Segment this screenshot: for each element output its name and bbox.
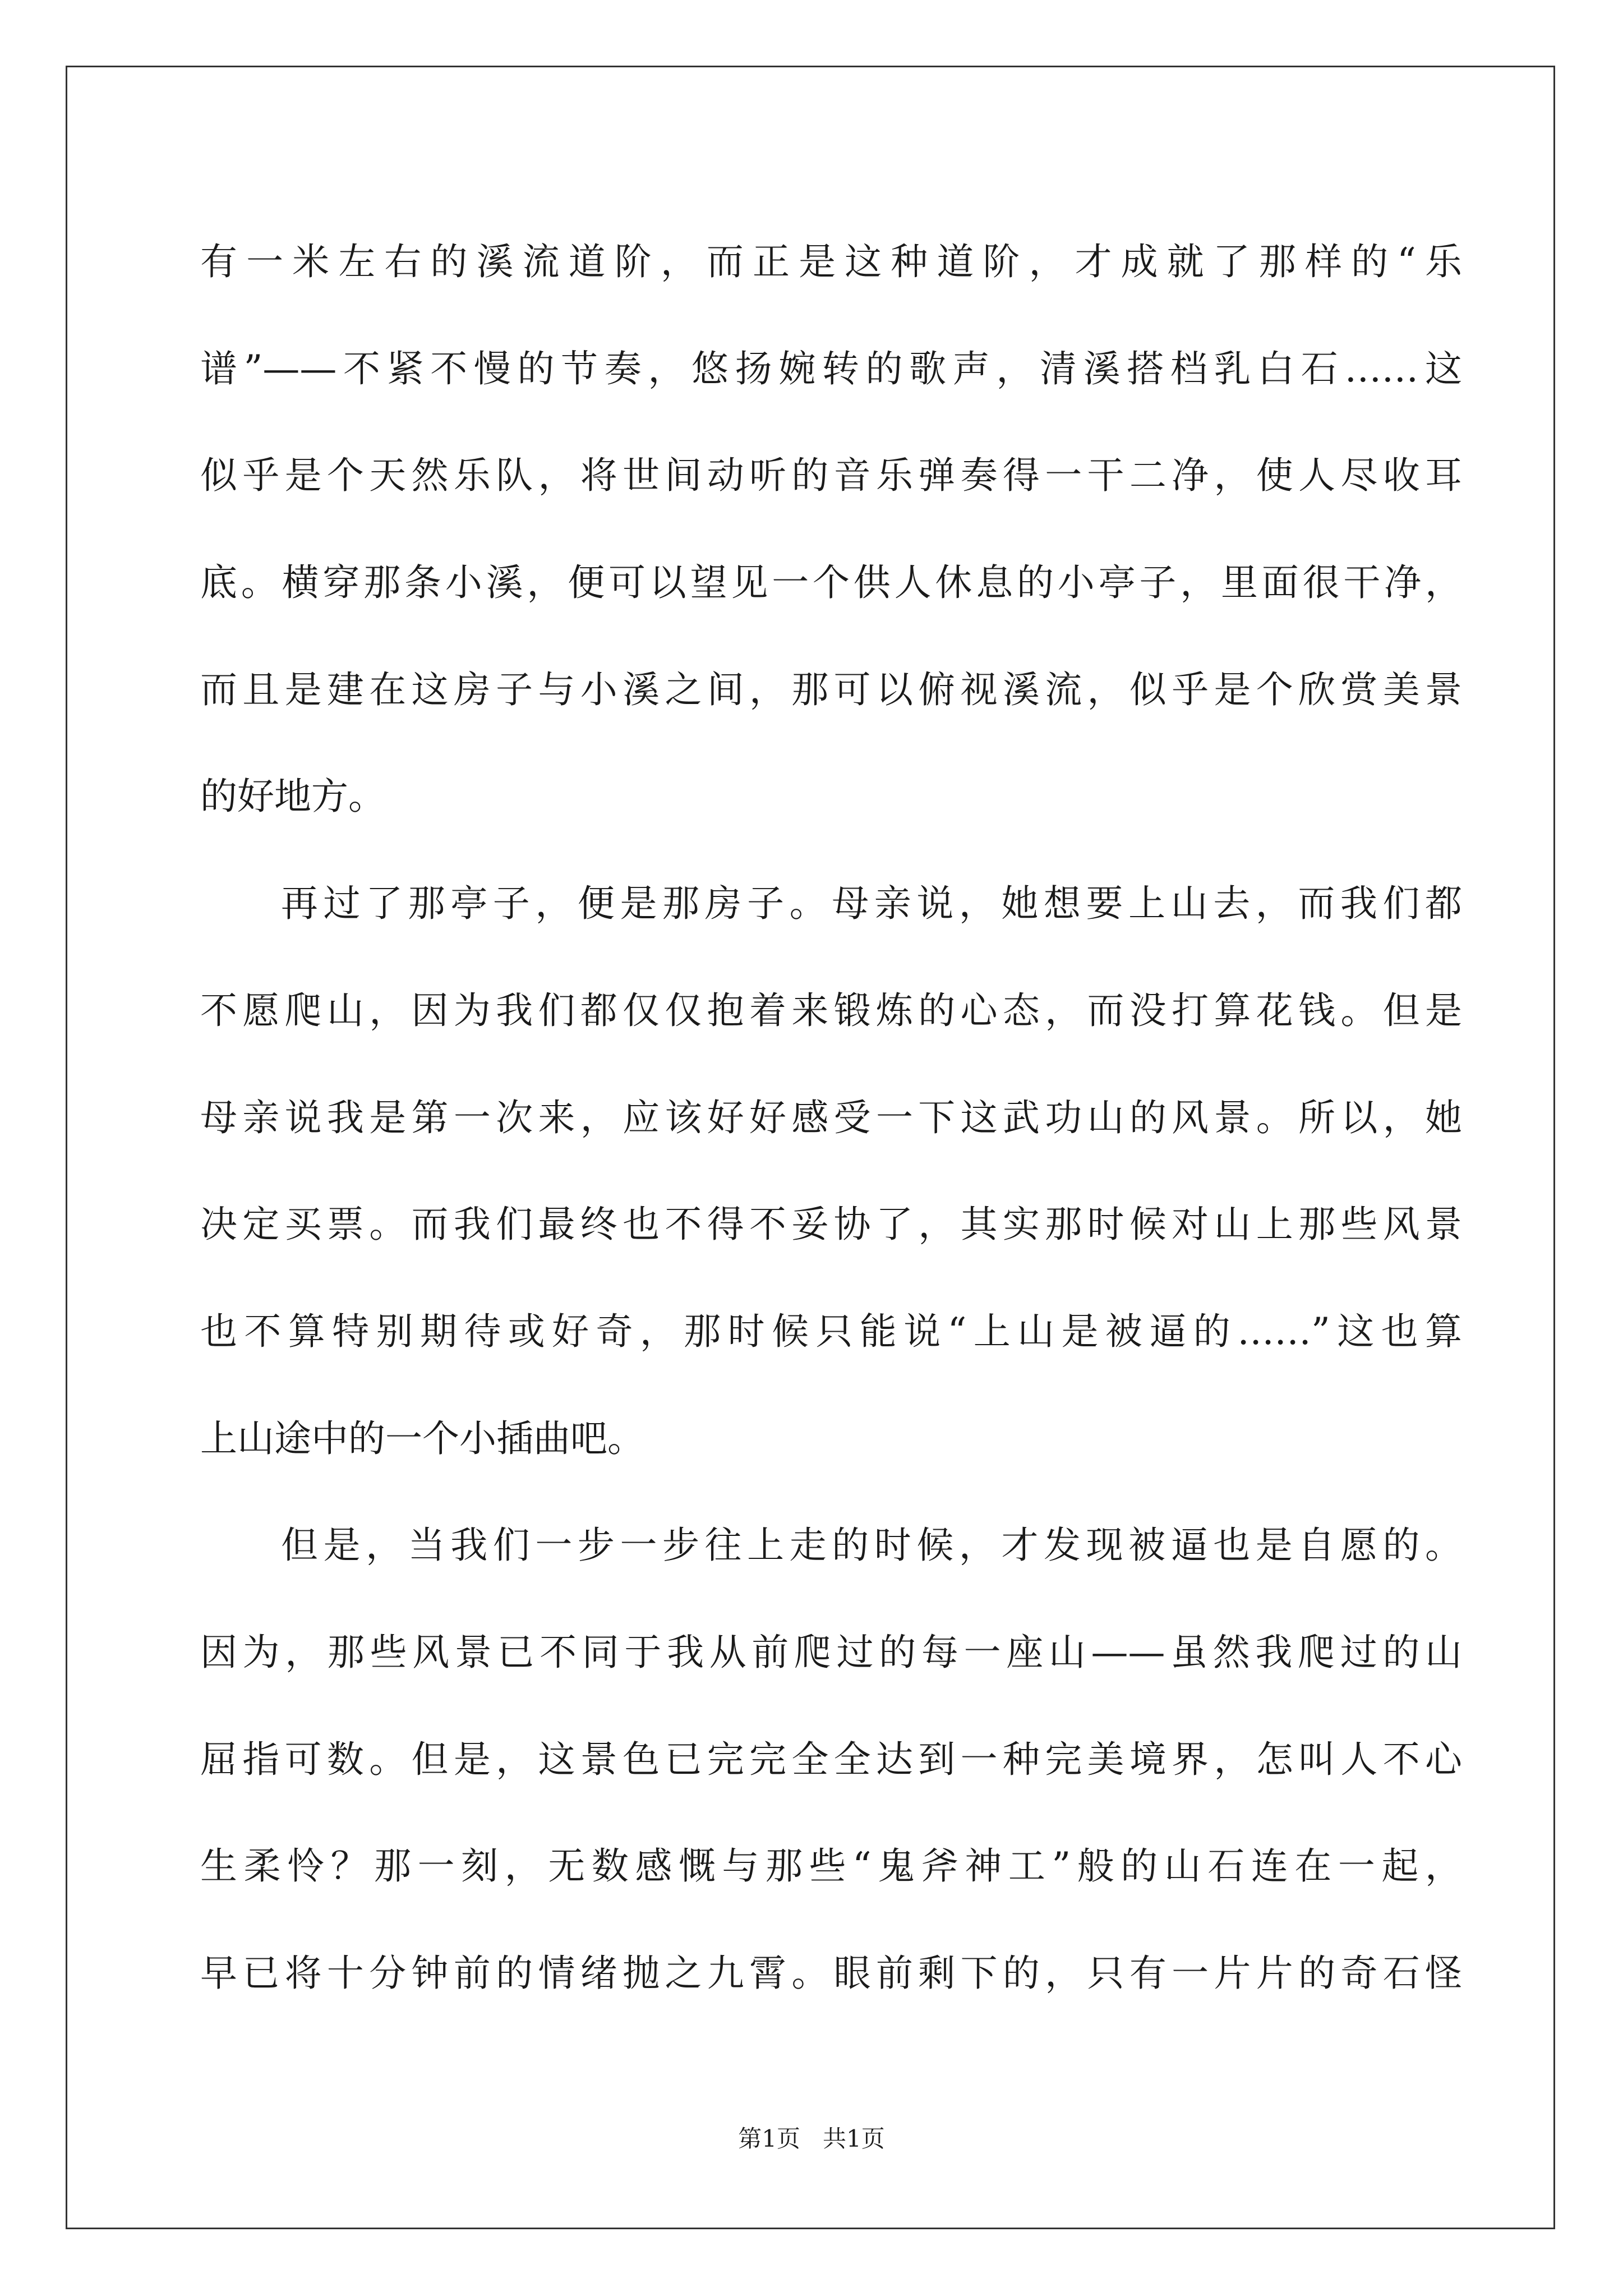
- text-line: 再过了那亭子，便是那房子。母亲说，她想要上山去，而我们都: [281, 882, 1462, 926]
- text-line: 的好地方。: [200, 775, 385, 818]
- text-line: 上山途中的一个小插曲吧。: [200, 1416, 644, 1460]
- text-line: 母亲说我是第一次来，应该好好感受一下这武功山的风景。所以，她: [200, 1096, 1462, 1139]
- text-line: 似乎是个天然乐队，将世间动听的音乐弹奏得一干二净，使人尽收耳: [200, 454, 1462, 498]
- text-line: 底。横穿那条小溪，便可以望见一个供人休息的小亭子，里面很干净，: [200, 561, 1462, 605]
- text-line: 但是，当我们一步一步往上走的时候，才发现被逼也是自愿的。: [281, 1524, 1462, 1567]
- text-line: 不愿爬山，因为我们都仅仅抱着来锻炼的心态，而没打算花钱。但是: [200, 988, 1462, 1032]
- text-line: 而且是建在这房子与小溪之间，那可以俯视溪流，似乎是个欣赏美景: [200, 668, 1462, 711]
- text-line: 谱”——不紧不慢的节奏，悠扬婉转的歌声，清溪搭档乳白石……这: [200, 347, 1462, 390]
- text-line: 早已将十分钟前的情绪抛之九霄。眼前剩下的，只有一片片的奇石怪: [200, 1952, 1462, 1995]
- text-line: 因为，那些风景已不同于我从前爬过的每一座山——虽然我爬过的山: [200, 1630, 1462, 1674]
- page-number-footer: 第1页 共1页: [738, 2125, 885, 2152]
- document-body: [200, 209, 1462, 2027]
- text-line: 屈指可数。但是，这景色已完完全全达到一种完美境界，怎叫人不心: [200, 1737, 1462, 1781]
- text-line: 也不算特别期待或好奇，那时候只能说“上山是被逼的……”这也算: [200, 1309, 1462, 1353]
- text-line: 生柔怜？那一刻，无数感慨与那些“鬼斧神工”般的山石连在一起，: [200, 1844, 1462, 1888]
- text-line: 有一米左右的溪流道阶，而正是这种道阶，才成就了那样的“乐: [200, 240, 1462, 283]
- text-line: 决定买票。而我们最终也不得不妥协了，其实那时候对山上那些风景: [200, 1203, 1462, 1246]
